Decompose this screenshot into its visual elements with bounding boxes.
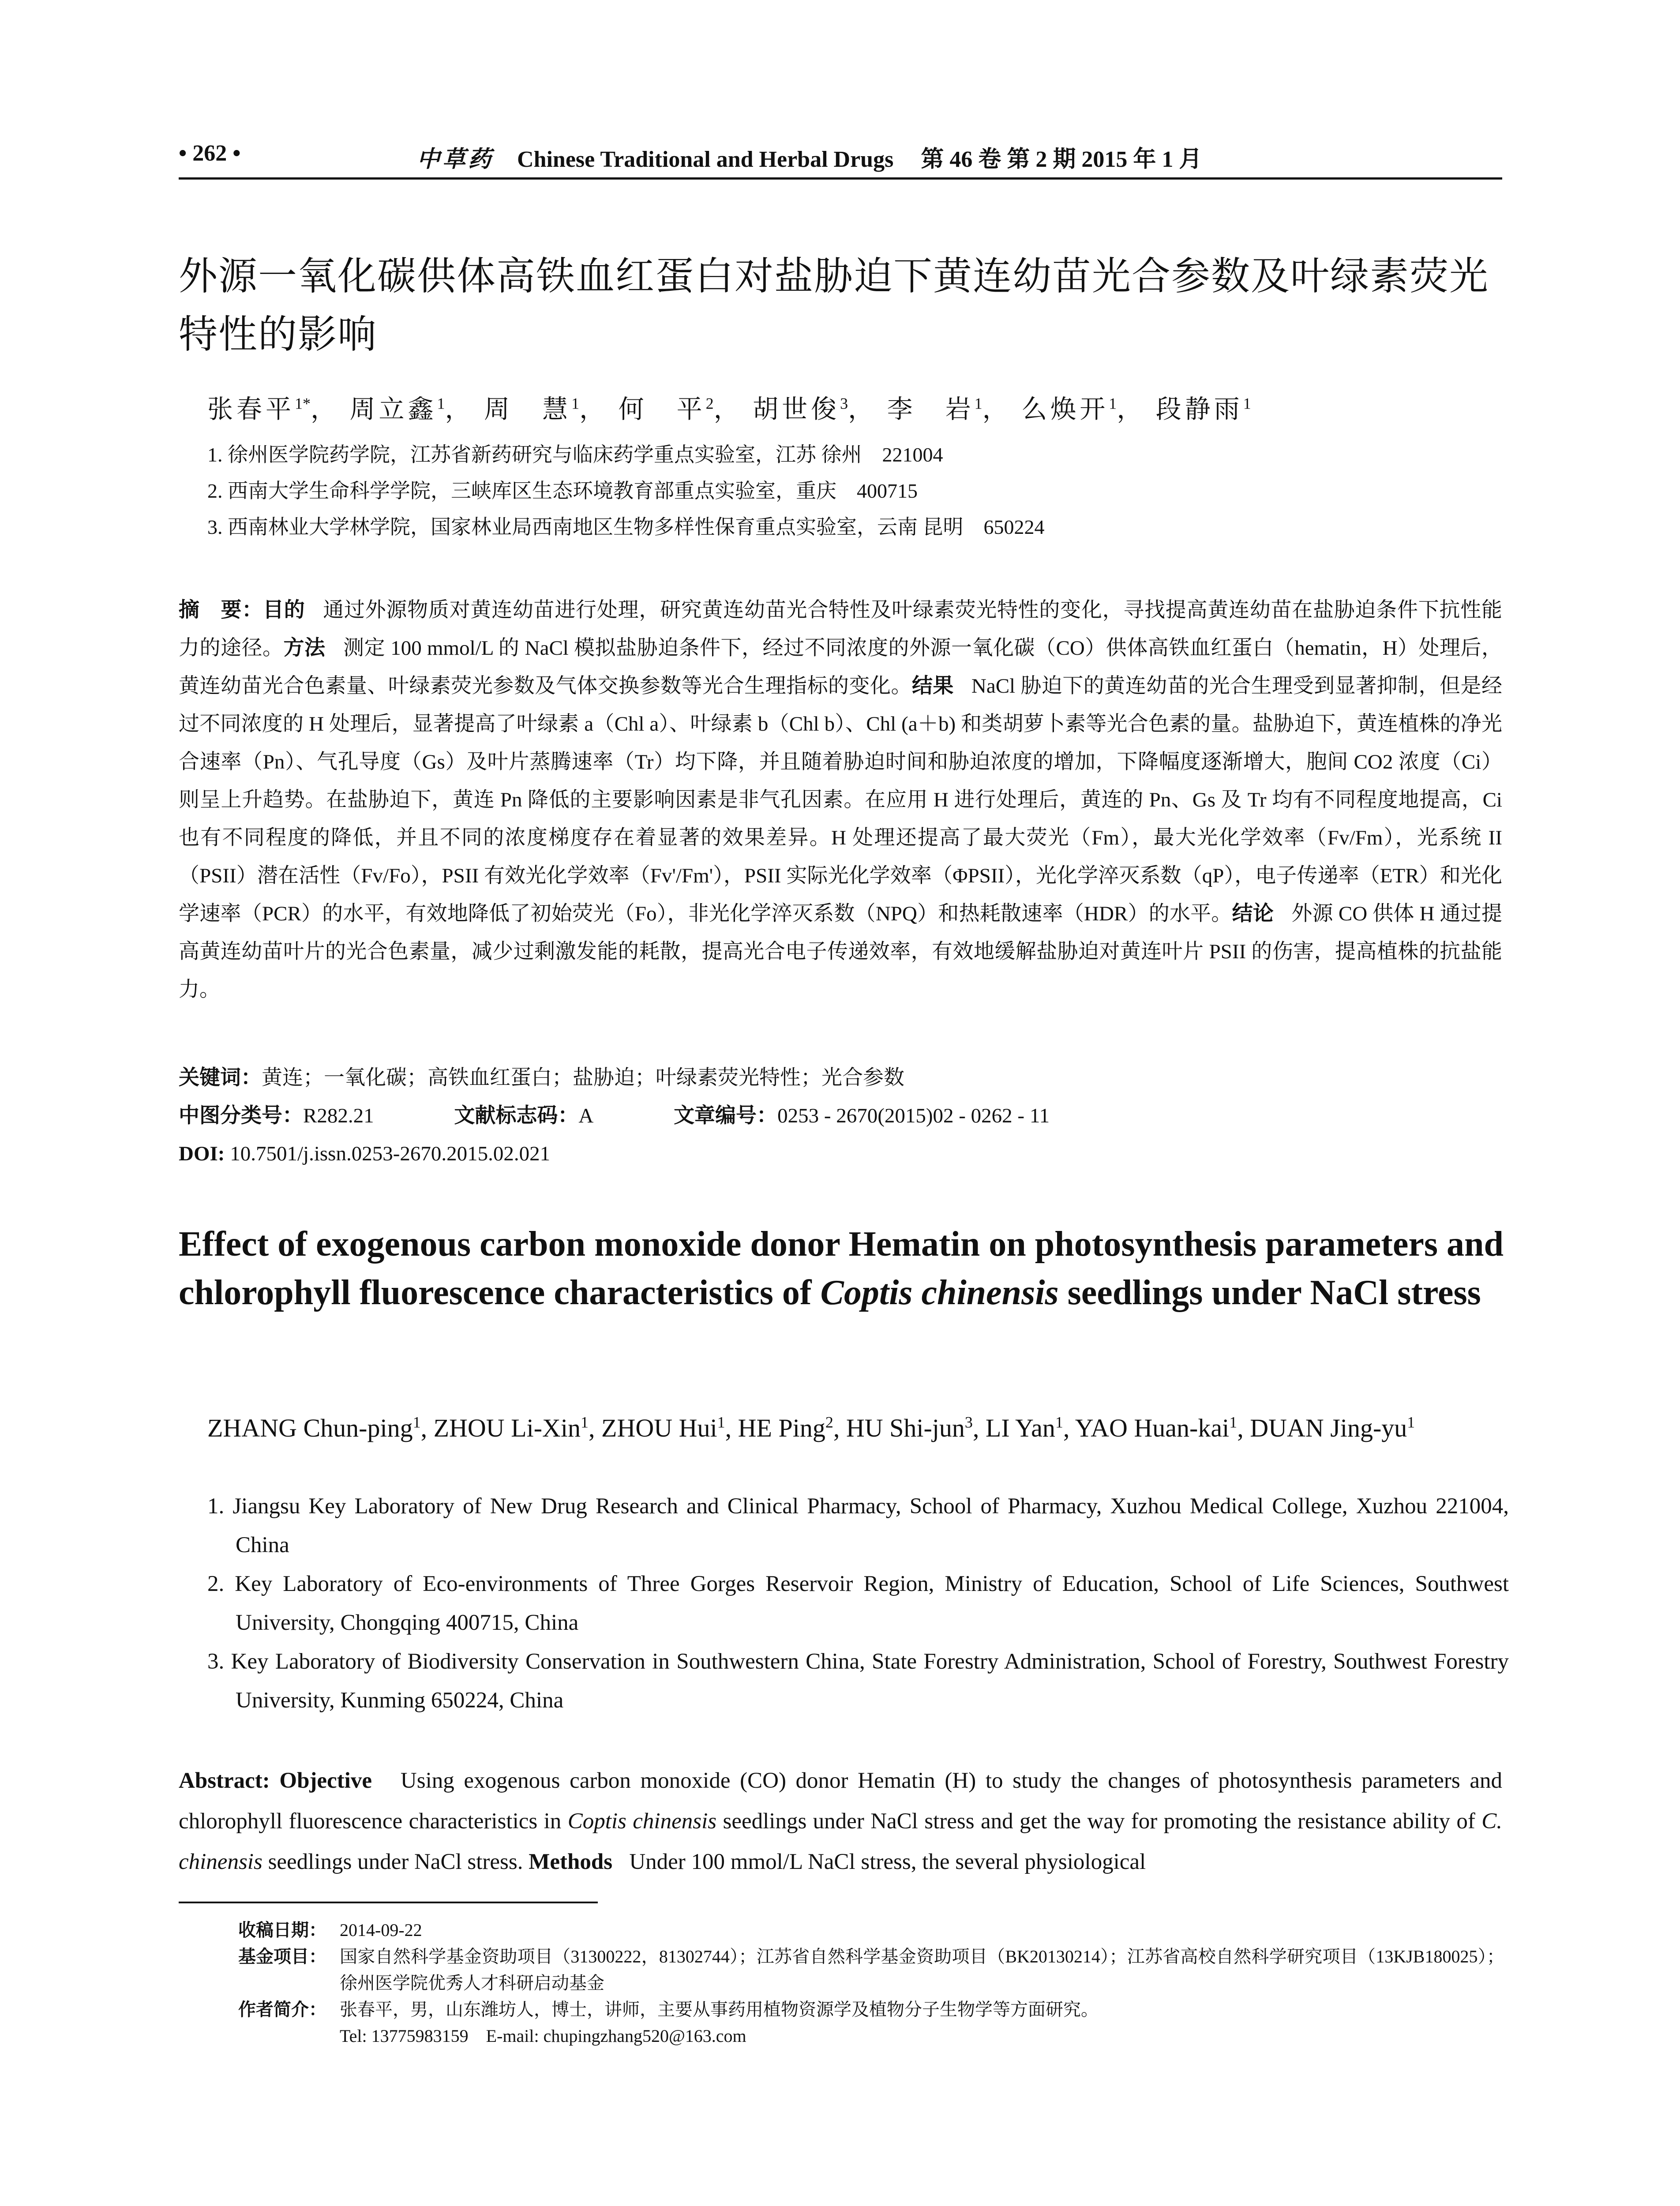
affiliations-cn xyxy=(207,437,1509,545)
author-en: ZHOU Li-Xin$^1$ xyxy=(433,1414,589,1443)
doi-link[interactable]: 10.7501/j.issn.0253-2670.2015.02.021 xyxy=(230,1142,551,1165)
author-cn: 胡世俊$^3$ xyxy=(753,394,848,424)
author-cn: 张春平$^{1*}$ xyxy=(207,394,311,424)
keywords-cn: 关键词：黄连；一氧化碳；高铁血红蛋白；盐胁迫；叶绿素荧光特性；光合参数 xyxy=(179,1065,904,1090)
authors-cn: 张春平$^{1*}$， 周立鑫$^1$， 周 慧$^1$， 何 平$^2$， 胡世俊$^3$， 李 岩$^1$， 么焕开$^1$， 段静雨$^1$ xyxy=(207,394,1251,424)
methods-label-en: Methods xyxy=(529,1850,613,1874)
footnote-author-bio: 作者简介： 张春平，男，山东潍坊人，博士，讲师，主要从事药用植物资源学及植物分子生物学等方面研究。 xyxy=(238,2000,1099,2020)
conclusion-text-cn: 外源 CO 供体 H 通过提高黄连幼苗叶片的光合色素量，减少过剩激发能的耗散，提高光合电子传递效率，有效地缓解盐胁迫对黄连叶片 PSII 的伤害，提高植株的抗盐能力。 xyxy=(179,902,1503,1001)
affiliation-cn: 3. 西南林业大学林学院，国家林业局西南地区生物多样性保育重点实验室，云南 昆明 650224 xyxy=(207,516,1045,538)
affiliation-cn: 2. 西南大学生命科学学院，三峡库区生态环境教育部重点实验室，重庆 400715 xyxy=(207,480,918,502)
document-code: A xyxy=(578,1104,594,1127)
affiliations-en xyxy=(207,1487,1509,1720)
clc-number: R282.21 xyxy=(303,1104,374,1127)
header-rule xyxy=(179,177,1502,180)
affiliation-en: 2. Key Laboratory of Eco-environments of Three Gorges Reservoir Region, Ministry of Education, School of Life Sciences, Southwest University, Chongqing 400715, China xyxy=(207,1572,1509,1635)
abstract-cn xyxy=(179,591,1502,1009)
title-en: Effect of exogenous carbon monoxide donor Hematin on photosynthesis parameters and chlorophyll fluorescence characteristics of Coptis chinensis seedlings under NaCl stress xyxy=(179,1225,1504,1312)
affiliation-cn: 1. 徐州医学院药学院，江苏省新药研究与临床药学重点实验室，江苏 徐州 221004 xyxy=(207,443,943,466)
author-en: DUAN Jing-$yu^1$ xyxy=(1250,1414,1415,1443)
article-number: 0253 - 2670(2015)02 - 0262 - 11 xyxy=(777,1104,1050,1127)
author-en: LI Yan$^1$ xyxy=(985,1414,1063,1443)
footnote-funding: 基金项目： 国家自然科学基金资助项目（31300222，81302744）；江苏省自然科学基金资助项目（BK20130214）；江苏省高校自然科学研究项目（13KJB180025）；徐州医学院优秀人才科研启动基金 xyxy=(238,1947,1504,1993)
abstract-en: Abstract: Objective Using exogenous carbon monoxide (CO) donor Hematin (H) to study the changes of photosynthesis parameters and chlorophyll fluorescence characteristics in Coptis chinensis seedlings under NaCl stress and get the way for promoting the resistance ability of C. chinensis seedlings under NaCl stress. Methods Under 100 mmol/L NaCl stress, the several physiological xyxy=(179,1768,1503,1874)
author-cn: 周立鑫$^1$ xyxy=(349,394,445,424)
species-name: Coptis chinensis xyxy=(820,1273,1059,1312)
author-cn: 李 岩$^1$ xyxy=(887,394,982,424)
classification-row: 中图分类号：R282.21 文献标志码：A 文章编号：0253 - 2670(2015)02 - 0262 - 11 xyxy=(179,1103,1050,1128)
affiliation-en: 3. Key Laboratory of Biodiversity Conservation in Southwestern China, State Forestry Administration, School of Forestry, Southwest Forestry University, Kunming 650224, China xyxy=(207,1649,1509,1713)
methods-text-cn: 测定 100 mmol/L 的 NaCl 模拟盐胁迫条件下，经过不同浓度的外源一氧化碳（CO）供体高铁血红蛋白（hematin，H）处理后，黄连幼苗光合色素量、叶绿素荧光参数及气体交换参数等光合生理指标的变化。 xyxy=(179,637,1503,698)
journal-line xyxy=(417,140,1202,173)
author-cn: 何 平$^2$ xyxy=(618,394,714,424)
methods-label-cn: 方法 xyxy=(283,636,326,660)
footnote-received: 收稿日期： 2014-09-22 xyxy=(238,1920,422,1940)
species-name: Coptis chinensis xyxy=(567,1809,717,1834)
footnotes xyxy=(238,1917,1504,2049)
author-en: YAO Huan-kai$^1$ xyxy=(1075,1414,1238,1443)
author-cn: 么焕开$^1$ xyxy=(1021,394,1117,424)
article-meta xyxy=(179,1059,1502,1173)
doi-row: DOI: 10.7501/j.issn.0253-2670.2015.02.021 xyxy=(179,1142,551,1165)
conclusion-label-cn: 结论 xyxy=(1232,901,1274,926)
footnote-contact: Tel: 13775983159 E-mail: chupingzhang520@163.com xyxy=(340,2026,746,2046)
author-cn: 周 慧$^1$ xyxy=(484,394,580,424)
page-number: • 262 • xyxy=(179,141,241,166)
title-cn: 外源一氧化碳供体高铁血红蛋白对盐胁迫下黄连幼苗光合参数及叶绿素荧光特性的影响 xyxy=(179,253,1489,357)
species-name: C. chinensis xyxy=(179,1809,1502,1874)
affiliation-en: 1. Jiangsu Key Laboratory of New Drug Research and Clinical Pharmacy, School of Pharmacy, Xuzhou Medical College, Xuzhou 221004, China xyxy=(207,1494,1509,1557)
authors-en: ZHANG Chun-ping$^1$, ZHOU Li-Xin$^1$, ZHOU Hui$^1$, HE Ping$^2$, HU Shi-jun$^3$, LI Yan$^1$, YAO Huan-kai$^1$, DUAN Jing-$yu^1$ xyxy=(207,1414,1415,1443)
author-en: ZHOU Hui$^1$ xyxy=(601,1414,725,1443)
objective-text-cn: 通过外源物质对黄连幼苗进行处理，研究黄连幼苗光合特性及叶绿素荧光特性的变化，寻找提高黄连幼苗在盐胁迫条件下抗性能力的途径。 xyxy=(179,599,1502,660)
journal-logo-cn: 中草药 xyxy=(417,147,494,172)
abstract-label-en: Abstract: Objective xyxy=(179,1768,372,1793)
author-en: ZHANG Chun-ping$^1$ xyxy=(207,1414,421,1443)
results-label-cn: 结果 xyxy=(911,674,954,698)
author-en: HE Ping$^2$ xyxy=(738,1414,833,1443)
journal-name-en: Chinese Traditional and Herbal Drugs xyxy=(517,147,894,172)
journal-issue: 第 46 卷 第 2 期 2015 年 1 月 xyxy=(921,147,1202,172)
abstract-label-cn: 摘 要： xyxy=(179,598,263,622)
author-en: HU Shi-jun$^3$ xyxy=(846,1414,973,1443)
results-text-cn: NaCl 胁迫下的黄连幼苗的光合生理受到显著抑制，但是经过不同浓度的 H 处理后，显著提高了叶绿素 a（Chl a）、叶绿素 b（Chl b）、Chl (a＋b) 和类胡萝卜素等光合色素的量。盐胁迫下，黄连植株的净光合速率（Pn）、气孔导度（Gs）及叶片蒸腾速率（Tr）均下降，并且随着胁迫时间和胁迫浓度的增加，下降幅度逐渐增大，胞间 CO2 浓度（Ci）则呈上升趋势。在盐胁迫下，黄连 Pn 降低的主要影响因素是非气孔因素。在应用 H 进行处理后，黄连的 Pn、Gs 及 Tr 均有不同程度地提高，Ci 也有不同程度的降低，并且不同的浓度梯度存在着显著的效果差异。H 处理还提高了最大荧光（Fm），最大光化学效率（Fv/Fm），光系统 II（PSII）潜在活性（Fv/Fo），PSII 有效光化学效率（Fv'/Fm'），PSII 实际光化学效率（ΦPSII），光化学淬灭系数（qP），电子传递率（ETR）和光化学速率（PCR）的水平，有效地降低了初始荧光（Fo），非光化学淬灭系数（NPQ）和热耗散速率（HDR）的水平。 xyxy=(179,675,1502,925)
objective-label-cn: 目的 xyxy=(262,598,305,622)
footnote-rule xyxy=(179,1902,598,1903)
running-header xyxy=(179,140,1502,176)
author-cn: 段静雨$^1$ xyxy=(1155,394,1251,424)
